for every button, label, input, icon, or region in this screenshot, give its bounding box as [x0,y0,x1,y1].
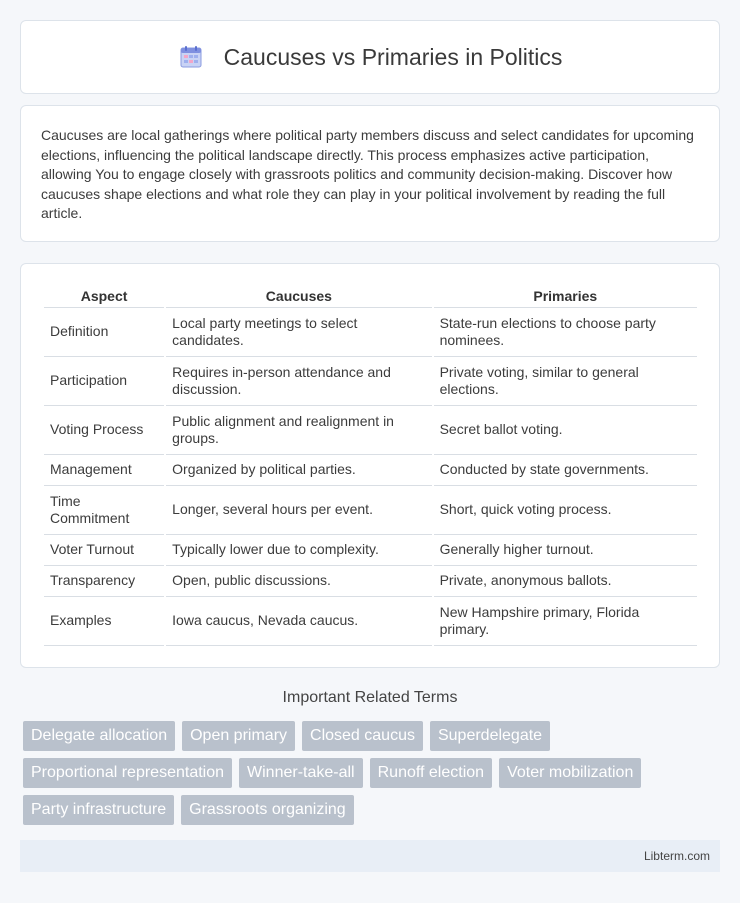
tag-closed-caucus[interactable]: Closed caucus [302,721,423,751]
table-row [44,406,697,455]
related-terms-tags [23,721,723,832]
page-title: Caucuses vs Primaries in Politics [223,43,563,70]
tag-party-infrastructure[interactable]: Party infrastructure [23,795,174,825]
tag-row [23,721,723,751]
primaries-cell: Private voting, similar to general elections. [434,357,697,406]
aspect-cell: Management [44,455,164,486]
tag-superdelegate[interactable]: Superdelegate [430,721,550,751]
table-calendar-icon [178,44,204,70]
table-header-row [44,284,697,308]
table-row [44,486,697,535]
primaries-cell: Secret ballot voting. [434,406,697,455]
aspect-cell: Participation [44,357,164,406]
footer-link[interactable]: Libterm.com [643,849,710,863]
tag-open-primary[interactable]: Open primary [182,721,295,751]
table-row [44,455,697,486]
aspect-cell: Examples [44,597,164,646]
tag-row [23,758,723,788]
primaries-cell: State-run elections to choose party nominees. [434,308,697,357]
aspect-cell: Voter Turnout [44,535,164,566]
tag-grassroots-organizing[interactable]: Grassroots organizing [181,795,354,825]
header-primaries: Primaries [434,284,697,308]
tag-row [23,795,723,825]
table-row [44,566,697,597]
tag-runoff-election[interactable]: Runoff election [370,758,492,788]
header-caucuses: Caucuses [166,284,431,308]
related-terms-title: Important Related Terms [282,689,458,706]
aspect-cell: Transparency [44,566,164,597]
footer [20,840,720,872]
tag-winner-take-all[interactable]: Winner-take-all [239,758,363,788]
primaries-cell: Conducted by state governments. [434,455,697,486]
tag-voter-mobilization[interactable]: Voter mobilization [499,758,641,788]
aspect-cell: Voting Process [44,406,164,455]
table-row [44,308,697,357]
comparison-table [42,284,699,646]
tag-proportional-representation[interactable]: Proportional representation [23,758,232,788]
table-row [44,535,697,566]
caucuses-cell: Longer, several hours per event. [166,486,431,535]
primaries-cell: Private, anonymous ballots. [434,566,697,597]
primaries-cell: Generally higher turnout. [434,535,697,566]
comparison-table-card [20,263,720,668]
caucuses-cell: Organized by political parties. [166,455,431,486]
caucuses-cell: Iowa caucus, Nevada caucus. [166,597,431,646]
caucuses-cell: Public alignment and realignment in groups. [166,406,431,455]
title-wrap [178,44,563,71]
tag-delegate-allocation[interactable]: Delegate allocation [23,721,175,751]
caucuses-cell: Typically lower due to complexity. [166,535,431,566]
aspect-cell: Definition [44,308,164,357]
intro-card [20,105,720,242]
primaries-cell: New Hampshire primary, Florida primary. [434,597,697,646]
caucuses-cell: Local party meetings to select candidates. [166,308,431,357]
caucuses-cell: Open, public discussions. [166,566,431,597]
header-card [20,20,720,94]
intro-text: Caucuses are local gatherings where political party members discuss and select candidates for upcoming elections, influencing the political landscape directly. This process emphasizes active participation, allowing You to engage closely with grassroots politics and community decision-making. Discover how caucuses shape elections and what role they can play in your political involvement by reading the full article. [41,127,694,221]
primaries-cell: Short, quick voting process. [434,486,697,535]
table-row [44,597,697,646]
aspect-cell: Time Commitment [44,486,164,535]
table-row [44,357,697,406]
header-aspect: Aspect [44,284,164,308]
caucuses-cell: Requires in-person attendance and discussion. [166,357,431,406]
